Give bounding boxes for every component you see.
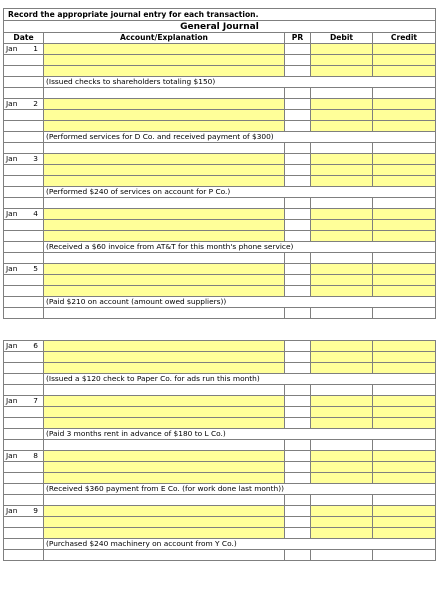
pr-input[interactable]	[285, 286, 311, 297]
debit-input[interactable]	[311, 264, 373, 275]
entry-month: Jan	[6, 209, 18, 218]
credit-input[interactable]	[373, 363, 436, 374]
entry-1-row-4	[4, 77, 436, 88]
entry-2-row-5	[4, 143, 436, 154]
credit-input[interactable]	[373, 517, 436, 528]
date-cell	[4, 440, 44, 451]
credit-input[interactable]	[373, 352, 436, 363]
entry-3-row-5	[4, 198, 436, 209]
entry-month: Jan	[6, 99, 18, 108]
pr-input[interactable]	[285, 462, 311, 473]
credit-input[interactable]	[373, 209, 436, 220]
debit-input[interactable]	[311, 55, 373, 66]
pr-input[interactable]	[285, 506, 311, 517]
entry-4-row-5	[4, 253, 436, 264]
account-input[interactable]	[44, 550, 285, 561]
debit-input[interactable]	[311, 396, 373, 407]
account-input[interactable]	[44, 44, 285, 55]
account-input[interactable]	[44, 385, 285, 396]
entry-explanation: (Performed services for D Co. and received payment of $300)	[44, 132, 436, 143]
account-input[interactable]	[44, 451, 285, 462]
debit-input[interactable]	[311, 253, 373, 264]
credit-input[interactable]	[373, 550, 436, 561]
date-cell	[4, 253, 44, 264]
credit-input[interactable]	[373, 341, 436, 352]
pr-input[interactable]	[285, 275, 311, 286]
account-input[interactable]	[44, 99, 285, 110]
pr-input[interactable]	[285, 121, 311, 132]
entry-6-row-4	[4, 374, 436, 385]
entry-3-row-3	[4, 176, 436, 187]
account-input[interactable]	[44, 231, 285, 242]
account-input[interactable]	[44, 110, 285, 121]
entry-explanation: (Received $360 payment from E Co. (for work done last month))	[44, 484, 436, 495]
credit-input[interactable]	[373, 264, 436, 275]
debit-input[interactable]	[311, 121, 373, 132]
entry-7-row-3	[4, 418, 436, 429]
pr-input[interactable]	[285, 110, 311, 121]
entry-day: 9	[33, 506, 38, 515]
account-input[interactable]	[44, 352, 285, 363]
credit-input[interactable]	[373, 495, 436, 506]
entry-7-row-5	[4, 440, 436, 451]
credit-input[interactable]	[373, 473, 436, 484]
entry-2-row-4	[4, 132, 436, 143]
account-input[interactable]	[44, 495, 285, 506]
entry-3-row-4	[4, 187, 436, 198]
entry-6-row-3	[4, 363, 436, 374]
debit-input[interactable]	[311, 407, 373, 418]
debit-input[interactable]	[311, 209, 373, 220]
entry-1-row-5	[4, 88, 436, 99]
entry-day: 2	[33, 99, 38, 108]
debit-input[interactable]	[311, 363, 373, 374]
entry-day: 7	[33, 396, 38, 405]
entry-day: 3	[33, 154, 38, 163]
date-cell	[4, 429, 44, 440]
pr-input[interactable]	[285, 473, 311, 484]
debit-input[interactable]	[311, 341, 373, 352]
account-input[interactable]	[44, 121, 285, 132]
credit-input[interactable]	[373, 308, 436, 319]
pr-input[interactable]	[285, 44, 311, 55]
debit-input[interactable]	[311, 220, 373, 231]
entry-explanation: (Paid $210 on account (amount owed suppliers))	[44, 297, 436, 308]
date-cell	[4, 198, 44, 209]
date-cell	[4, 187, 44, 198]
pr-input[interactable]	[285, 308, 311, 319]
pr-input[interactable]	[285, 198, 311, 209]
account-input[interactable]	[44, 341, 285, 352]
date-cell	[4, 110, 44, 121]
entry-8-row-4	[4, 484, 436, 495]
pr-input[interactable]	[285, 165, 311, 176]
credit-input[interactable]	[373, 154, 436, 165]
credit-input[interactable]	[373, 396, 436, 407]
entry-4-row-2	[4, 220, 436, 231]
debit-input[interactable]	[311, 517, 373, 528]
entry-6-row-5	[4, 385, 436, 396]
entry-month: Jan	[6, 396, 18, 405]
account-input[interactable]	[44, 440, 285, 451]
pr-input[interactable]	[285, 407, 311, 418]
date-cell	[4, 539, 44, 550]
account-input[interactable]	[44, 209, 285, 220]
header-account: Account/Explanation	[44, 33, 285, 44]
date-cell	[4, 418, 44, 429]
entry-month: Jan	[6, 154, 18, 163]
journal-table-part-2	[3, 340, 436, 561]
account-input[interactable]	[44, 253, 285, 264]
entry-7-row-1	[4, 396, 436, 407]
date-cell	[4, 517, 44, 528]
header-credit: Credit	[373, 33, 436, 44]
entry-date	[4, 209, 44, 220]
entry-3-row-2	[4, 165, 436, 176]
debit-input[interactable]	[311, 231, 373, 242]
account-input[interactable]	[44, 176, 285, 187]
entry-explanation: (Paid 3 months rent in advance of $180 to L Co.)	[44, 429, 436, 440]
pr-input[interactable]	[285, 55, 311, 66]
date-cell	[4, 484, 44, 495]
credit-input[interactable]	[373, 418, 436, 429]
entry-explanation: (Issued checks to shareholders totaling $150)	[44, 77, 436, 88]
entry-date	[4, 44, 44, 55]
date-cell	[4, 132, 44, 143]
debit-input[interactable]	[311, 176, 373, 187]
pr-input[interactable]	[285, 451, 311, 462]
entry-5-row-3	[4, 286, 436, 297]
entry-4-row-4	[4, 242, 436, 253]
credit-input[interactable]	[373, 253, 436, 264]
pr-input[interactable]	[285, 528, 311, 539]
date-cell	[4, 242, 44, 253]
entry-month: Jan	[6, 44, 18, 53]
debit-input[interactable]	[311, 451, 373, 462]
entry-8-row-3	[4, 473, 436, 484]
entry-day: 1	[33, 44, 38, 53]
date-cell	[4, 550, 44, 561]
account-input[interactable]	[44, 198, 285, 209]
entry-date	[4, 506, 44, 517]
account-input[interactable]	[44, 165, 285, 176]
pr-input[interactable]	[285, 264, 311, 275]
entry-date	[4, 451, 44, 462]
entry-9-row-3	[4, 528, 436, 539]
debit-input[interactable]	[311, 110, 373, 121]
entry-7-row-2	[4, 407, 436, 418]
debit-input[interactable]	[311, 462, 373, 473]
credit-input[interactable]	[373, 506, 436, 517]
pr-input[interactable]	[285, 550, 311, 561]
entry-4-row-1	[4, 209, 436, 220]
date-cell	[4, 308, 44, 319]
date-cell	[4, 176, 44, 187]
entry-6-row-2	[4, 352, 436, 363]
account-input[interactable]	[44, 528, 285, 539]
journal-title: General Journal	[4, 21, 436, 33]
date-cell	[4, 297, 44, 308]
entry-day: 5	[33, 264, 38, 273]
pr-input[interactable]	[285, 363, 311, 374]
debit-input[interactable]	[311, 308, 373, 319]
entry-month: Jan	[6, 451, 18, 460]
entry-date	[4, 341, 44, 352]
debit-input[interactable]	[311, 352, 373, 363]
pr-input[interactable]	[285, 99, 311, 110]
date-cell	[4, 385, 44, 396]
entry-2-row-2	[4, 110, 436, 121]
entry-date	[4, 396, 44, 407]
account-input[interactable]	[44, 473, 285, 484]
entry-day: 4	[33, 209, 38, 218]
account-input[interactable]	[44, 154, 285, 165]
pr-input[interactable]	[285, 440, 311, 451]
entry-5-row-2	[4, 275, 436, 286]
debit-input[interactable]	[311, 473, 373, 484]
credit-input[interactable]	[373, 198, 436, 209]
date-cell	[4, 473, 44, 484]
pr-input[interactable]	[285, 352, 311, 363]
entry-2-row-1	[4, 99, 436, 110]
date-cell	[4, 88, 44, 99]
pr-input[interactable]	[285, 495, 311, 506]
debit-input[interactable]	[311, 275, 373, 286]
entry-5-row-4	[4, 297, 436, 308]
header-debit: Debit	[311, 33, 373, 44]
entry-5-row-5	[4, 308, 436, 319]
account-input[interactable]	[44, 66, 285, 77]
credit-input[interactable]	[373, 407, 436, 418]
entry-9-row-1	[4, 506, 436, 517]
entry-day: 8	[33, 451, 38, 460]
debit-input[interactable]	[311, 198, 373, 209]
account-input[interactable]	[44, 275, 285, 286]
entry-8-row-2	[4, 462, 436, 473]
account-input[interactable]	[44, 407, 285, 418]
pr-input[interactable]	[285, 418, 311, 429]
date-cell	[4, 495, 44, 506]
date-cell	[4, 286, 44, 297]
credit-input[interactable]	[373, 440, 436, 451]
date-cell	[4, 407, 44, 418]
pr-input[interactable]	[285, 231, 311, 242]
entry-9-row-4	[4, 539, 436, 550]
account-input[interactable]	[44, 517, 285, 528]
pr-input[interactable]	[285, 220, 311, 231]
pr-input[interactable]	[285, 385, 311, 396]
entry-9-row-2	[4, 517, 436, 528]
account-input[interactable]	[44, 308, 285, 319]
account-input[interactable]	[44, 88, 285, 99]
entry-month: Jan	[6, 341, 18, 350]
date-cell	[4, 352, 44, 363]
entry-4-row-3	[4, 231, 436, 242]
entry-1-row-2	[4, 55, 436, 66]
entry-8-row-1	[4, 451, 436, 462]
debit-input[interactable]	[311, 154, 373, 165]
date-cell	[4, 55, 44, 66]
credit-input[interactable]	[373, 99, 436, 110]
credit-input[interactable]	[373, 231, 436, 242]
debit-input[interactable]	[311, 495, 373, 506]
credit-input[interactable]	[373, 55, 436, 66]
entry-explanation: (Issued a $120 check to Paper Co. for ads run this month)	[44, 374, 436, 385]
credit-input[interactable]	[373, 176, 436, 187]
entry-9-row-5	[4, 550, 436, 561]
entry-explanation: (Purchased $240 machinery on account from Y Co.)	[44, 539, 436, 550]
pr-input[interactable]	[285, 143, 311, 154]
credit-input[interactable]	[373, 528, 436, 539]
pr-input[interactable]	[285, 341, 311, 352]
debit-input[interactable]	[311, 440, 373, 451]
debit-input[interactable]	[311, 418, 373, 429]
credit-input[interactable]	[373, 121, 436, 132]
entry-2-row-3	[4, 121, 436, 132]
entry-1-row-3	[4, 66, 436, 77]
credit-input[interactable]	[373, 88, 436, 99]
debit-input[interactable]	[311, 99, 373, 110]
account-input[interactable]	[44, 220, 285, 231]
debit-input[interactable]	[311, 506, 373, 517]
date-cell	[4, 143, 44, 154]
debit-input[interactable]	[311, 528, 373, 539]
entry-8-row-5	[4, 495, 436, 506]
entry-month: Jan	[6, 506, 18, 515]
debit-input[interactable]	[311, 66, 373, 77]
account-input[interactable]	[44, 506, 285, 517]
credit-input[interactable]	[373, 44, 436, 55]
account-input[interactable]	[44, 396, 285, 407]
account-input[interactable]	[44, 462, 285, 473]
entry-1-row-1	[4, 44, 436, 55]
pr-input[interactable]	[285, 396, 311, 407]
pr-input[interactable]	[285, 154, 311, 165]
date-cell	[4, 66, 44, 77]
entry-explanation: (Received a $60 invoice from AT&T for this month's phone service)	[44, 242, 436, 253]
date-cell	[4, 165, 44, 176]
entry-month: Jan	[6, 264, 18, 273]
date-cell	[4, 374, 44, 385]
entry-6-row-1	[4, 341, 436, 352]
account-input[interactable]	[44, 418, 285, 429]
entry-explanation: (Performed $240 of services on account for P Co.)	[44, 187, 436, 198]
account-input[interactable]	[44, 143, 285, 154]
date-cell	[4, 462, 44, 473]
account-input[interactable]	[44, 264, 285, 275]
entry-date	[4, 99, 44, 110]
entry-5-row-1	[4, 264, 436, 275]
debit-input[interactable]	[311, 143, 373, 154]
pr-input[interactable]	[285, 88, 311, 99]
date-cell	[4, 220, 44, 231]
account-input[interactable]	[44, 286, 285, 297]
credit-input[interactable]	[373, 66, 436, 77]
debit-input[interactable]	[311, 44, 373, 55]
account-input[interactable]	[44, 363, 285, 374]
header-pr: PR	[285, 33, 311, 44]
debit-input[interactable]	[311, 286, 373, 297]
journal-table-part-1	[3, 8, 436, 319]
credit-input[interactable]	[373, 462, 436, 473]
entry-date	[4, 154, 44, 165]
instruction-text: Record the appropriate journal entry for each transaction.	[4, 9, 436, 21]
entry-day: 6	[33, 341, 38, 350]
header-date: Date	[4, 33, 44, 44]
date-cell	[4, 77, 44, 88]
entry-3-row-1	[4, 154, 436, 165]
pr-input[interactable]	[285, 176, 311, 187]
pr-input[interactable]	[285, 517, 311, 528]
debit-input[interactable]	[311, 165, 373, 176]
entry-date	[4, 264, 44, 275]
credit-input[interactable]	[373, 286, 436, 297]
date-cell	[4, 275, 44, 286]
credit-input[interactable]	[373, 143, 436, 154]
date-cell	[4, 121, 44, 132]
credit-input[interactable]	[373, 110, 436, 121]
account-input[interactable]	[44, 55, 285, 66]
debit-input[interactable]	[311, 385, 373, 396]
debit-input[interactable]	[311, 550, 373, 561]
entry-7-row-4	[4, 429, 436, 440]
credit-input[interactable]	[373, 220, 436, 231]
debit-input[interactable]	[311, 88, 373, 99]
credit-input[interactable]	[373, 165, 436, 176]
date-cell	[4, 363, 44, 374]
credit-input[interactable]	[373, 451, 436, 462]
date-cell	[4, 231, 44, 242]
credit-input[interactable]	[373, 275, 436, 286]
date-cell	[4, 528, 44, 539]
pr-input[interactable]	[285, 66, 311, 77]
credit-input[interactable]	[373, 385, 436, 396]
pr-input[interactable]	[285, 209, 311, 220]
pr-input[interactable]	[285, 253, 311, 264]
